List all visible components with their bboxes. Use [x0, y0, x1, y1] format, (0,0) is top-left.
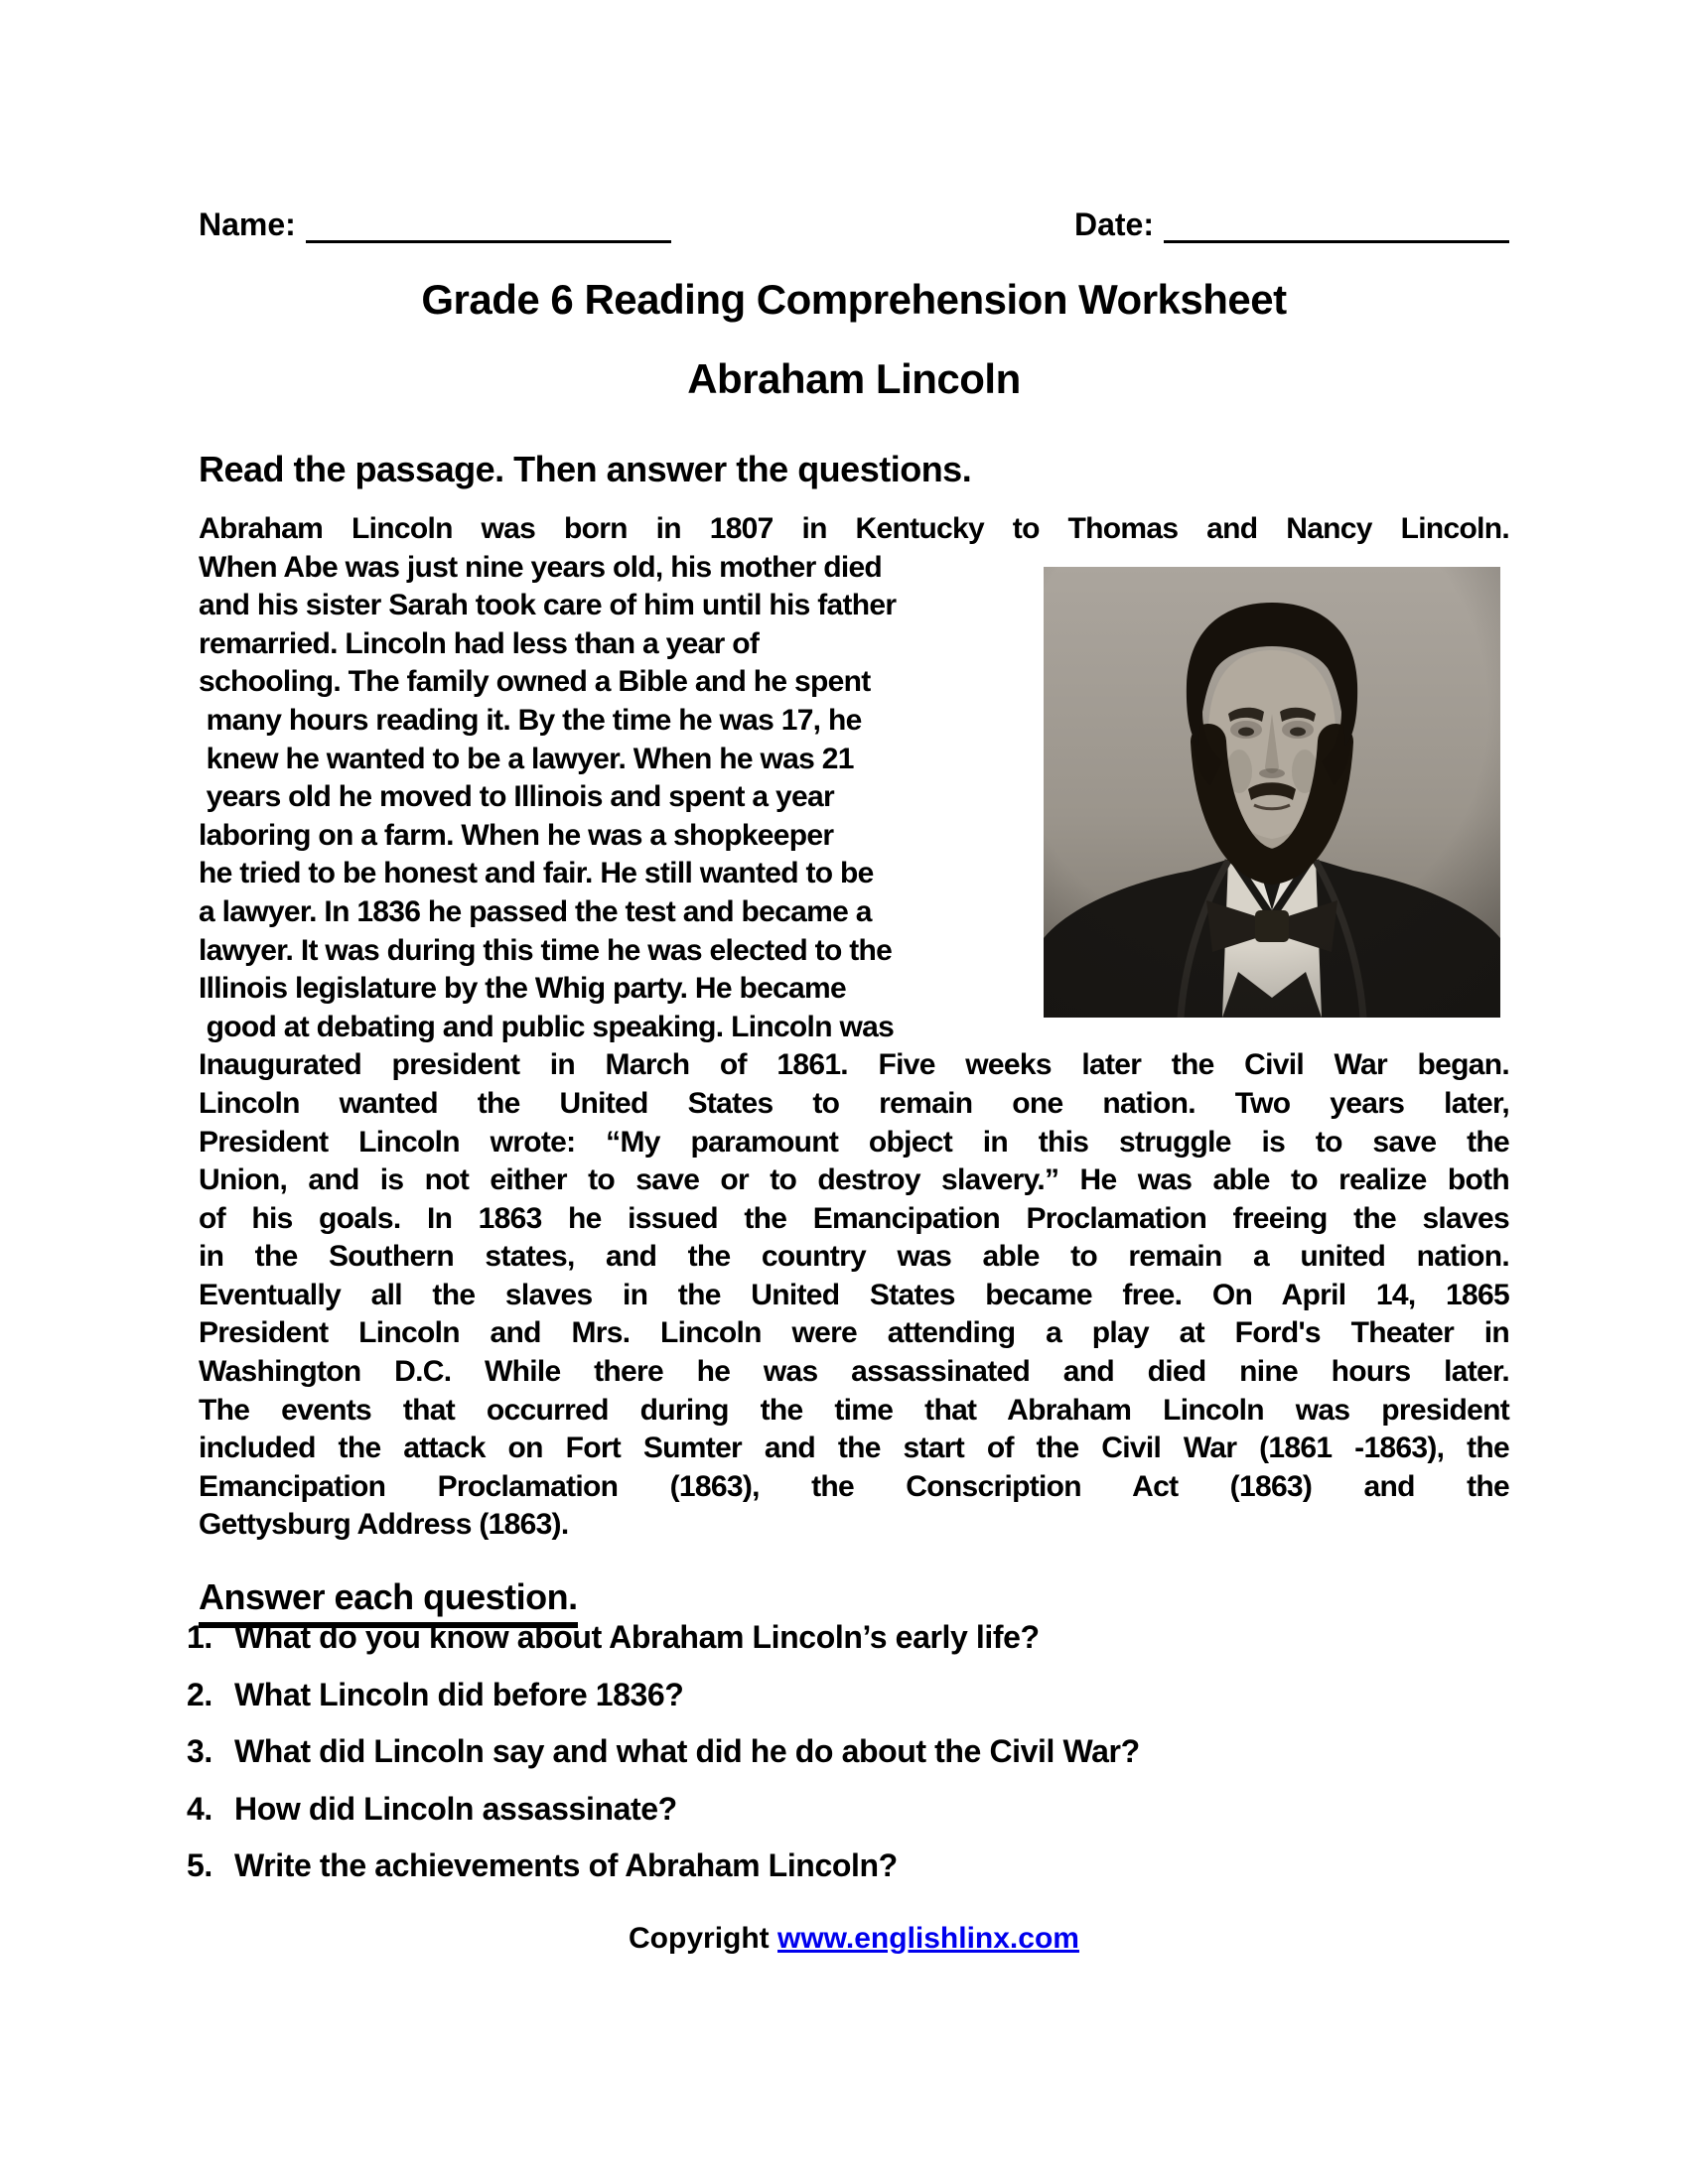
question-number: 4. [187, 1790, 212, 1827]
question-item [187, 1676, 1509, 1733]
copyright-label: Copyright [629, 1922, 770, 1955]
passage-line: Inaugurated president in March of 1861. Five weeks later the Civil War began. [199, 1048, 1509, 1082]
question-number: 1. [187, 1619, 212, 1655]
passage-line: in the Southern states, and the country was able to remain a united nation. [199, 1240, 1509, 1274]
name-blank-line [306, 205, 671, 243]
passage-line: laboring on a farm. When he was a shopkeeper [199, 818, 834, 852]
question-item [187, 1846, 1509, 1904]
question-text: What do you know about Abraham Lincoln’s early life? [234, 1619, 1040, 1655]
lincoln-portrait-image [1044, 567, 1500, 1018]
name-date-row [199, 205, 1509, 243]
page-subtitle: Abraham Lincoln [687, 355, 1021, 402]
question-text: How did Lincoln assassinate? [234, 1790, 677, 1827]
passage-line: included the attack on Fort Sumter and the start of the Civil War (1861 -1863), the [199, 1432, 1509, 1465]
question-item [187, 1790, 1509, 1847]
passage-line: schooling. The family owned a Bible and he spent [199, 665, 871, 699]
passage-line: Eventually all the slaves in the United States became free. On April 14, 1865 [199, 1278, 1509, 1311]
passage-line: Gettysburg Address (1863). [199, 1508, 569, 1542]
passage-line: a lawyer. In 1836 he passed the test and became a [199, 894, 872, 928]
passage-line: Union, and is not either to save or to destroy slavery.” He was able to realize both [199, 1163, 1509, 1197]
question-text: What Lincoln did before 1836? [234, 1676, 684, 1712]
question-number: 5. [187, 1847, 212, 1883]
answer-section-heading-text: Answer each question. [199, 1576, 578, 1628]
passage-line: lawyer. It was during this time he was elected to the [199, 933, 893, 967]
passage-line: and his sister Sarah took care of him until his father [199, 589, 897, 622]
passage-line: President Lincoln wrote: “My paramount object in this struggle is to save the [199, 1125, 1509, 1159]
question-text: What did Lincoln say and what did he do about the Civil War? [234, 1733, 1140, 1769]
page-title: Grade 6 Reading Comprehension Worksheet [421, 276, 1287, 323]
date-blank-line [1164, 205, 1509, 243]
englishlinx-link[interactable]: www.englishlinx.com [777, 1922, 1079, 1955]
passage-line: years old he moved to Illinois and spent a year [199, 780, 834, 814]
instruction-text: Read the passage. Then answer the questions. [199, 449, 972, 489]
passage-line: good at debating and public speaking. Lincoln was [199, 1010, 895, 1043]
passage-line: The events that occurred during the time that Abraham Lincoln was president [199, 1393, 1509, 1427]
date-label: Date: [1073, 206, 1154, 242]
passage-line: knew he wanted to be a lawyer. When he was 21 [199, 742, 854, 775]
question-number: 2. [187, 1676, 212, 1712]
passage-line: Lincoln wanted the United States to remain one nation. Two years later, [199, 1086, 1509, 1120]
question-text: Write the achievements of Abraham Lincoln? [234, 1847, 898, 1883]
passage-line: When Abe was just nine years old, his mother died [199, 550, 883, 584]
passage-line: Abraham Lincoln was born in 1807 in Kentucky to Thomas and Nancy Lincoln. [199, 512, 1509, 545]
copyright-footer [199, 1922, 1509, 1956]
passage-line: Emancipation Proclamation (1863), the Conscription Act (1863) and the [199, 1469, 1509, 1503]
passage-line: of his goals. In 1863 he issued the Emancipation Proclamation freeing the slaves [199, 1201, 1509, 1235]
passage-line: many hours reading it. By the time he was 17, he [199, 703, 862, 737]
question-item [187, 1618, 1509, 1676]
question-list [187, 1618, 1509, 1904]
passage-line: Illinois legislature by the Whig party. He became [199, 972, 846, 1006]
passage-line: Washington D.C. While there he was assassinated and died nine hours later. [199, 1355, 1509, 1389]
passage-line: President Lincoln and Mrs. Lincoln were attending a play at Ford's Theater in [199, 1316, 1509, 1350]
passage-line: remarried. Lincoln had less than a year of [199, 626, 760, 660]
question-number: 3. [187, 1733, 212, 1769]
question-item [187, 1732, 1509, 1790]
passage-line: he tried to be honest and fair. He still wanted to be [199, 857, 874, 890]
name-label: Name: [199, 206, 296, 242]
